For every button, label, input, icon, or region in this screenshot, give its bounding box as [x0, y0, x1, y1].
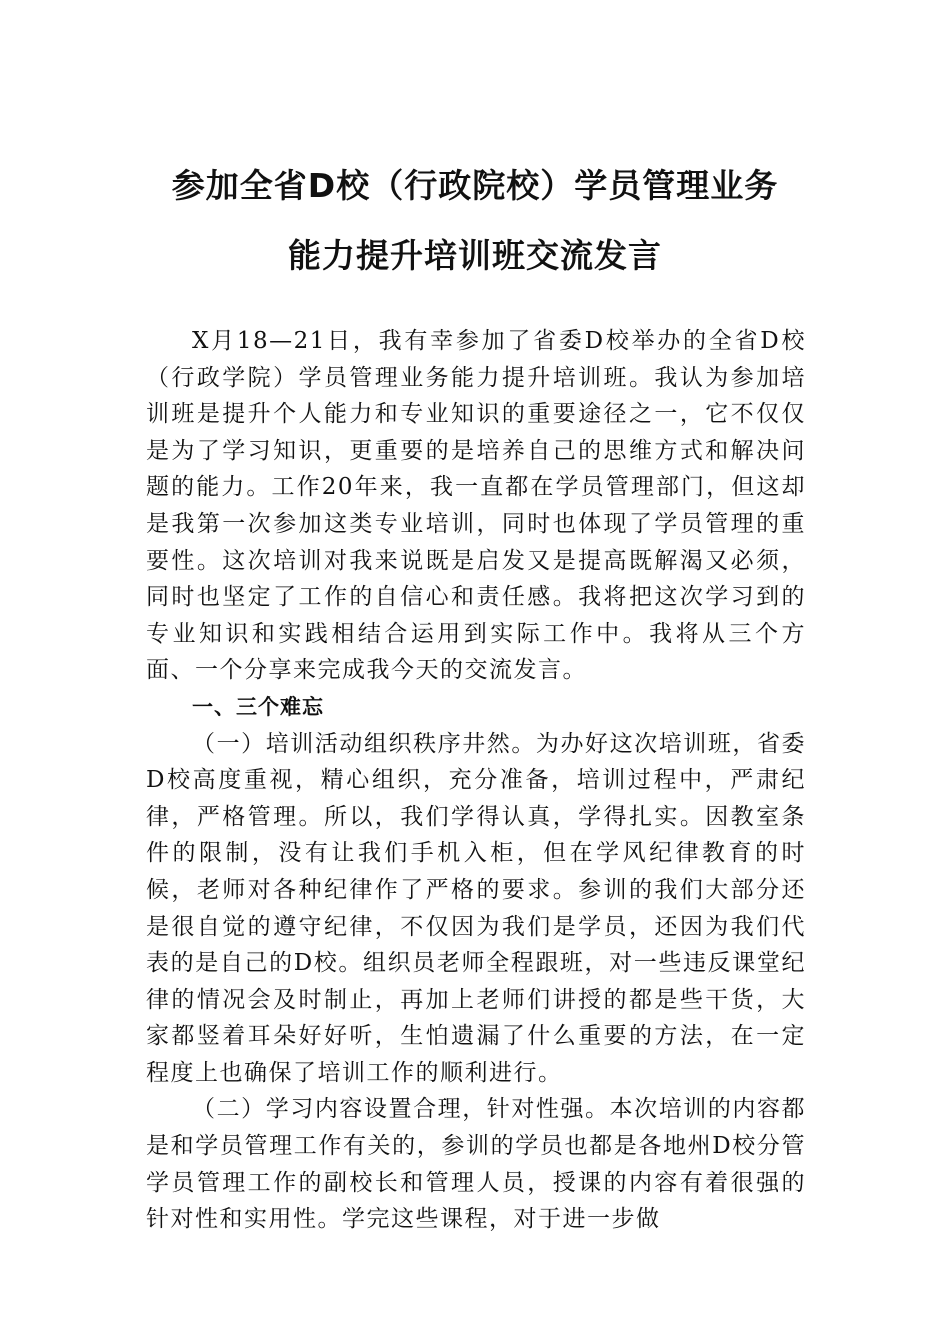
document-title-line-1: 参加全省D校（行政院校）学员管理业务 — [171, 166, 779, 205]
document-body — [146, 323, 806, 1238]
item-1-lead: （一）培训活动组织秩序井然。 — [192, 730, 536, 757]
item-2-lead: （二）学习内容设置合理，针对性强。 — [192, 1096, 610, 1123]
document-title-line-2: 能力提升培训班交流发言 — [288, 236, 662, 275]
item-1-paragraph — [146, 726, 806, 1092]
intro-paragraph: X月18—21日，我有幸参加了省委D校举办的全省D校（行政学院）学员管理业务能力提升培训班。我认为参加培训班是提升个人能力和专业知识的重要途径之一，它不仅仅是为了学习知识，更重要的是培养自己的思维方式和解决问题的能力。工作20年来，我一直都在学员管理部门，但这却是我第一次参加这类专业培训，同时也体现了学员管理的重要性。这次培训对我来说既是启发又是提高既解渴又必须，同时也坚定了工作的自信心和责任感。我将把这次学习到的专业知识和实践相结合运用到实际工作中。我将从三个方面、一个分享来完成我今天的交流发言。 — [146, 328, 806, 684]
item-1-body: 为办好这次培训班，省委D校高度重视，精心组织，充分准备，培训过程中，严肃纪律，严格管理。所以，我们学得认真，学得扎实。因教室条件的限制，没有让我们手机入柜，但在学风纪律教育的时候，老师对各种纪律作了严格的要求。参训的我们大部分还是很自觉的遵守纪律，不仅因为我们是学员，还因为我们代表的是自己的D校。组织员老师全程跟班，对一些违反课堂纪律的情况会及时制止，再加上老师们讲授的都是些干货，大家都竖着耳朵好好听，生怕遗漏了什么重要的方法，在一定程度上也确保了培训工作的顺利进行。 — [146, 730, 806, 1086]
item-2-paragraph — [146, 1091, 806, 1237]
section-heading-three-memorable: 一、三个难忘 — [192, 694, 324, 719]
item-2-body: 本次培训的内容都是和学员管理工作有关的，参训的学员也都是各地州D校分管学员管理工作的副校长和管理人员，授课的内容有着很强的针对性和实用性。学完这些课程，对于进一步做 — [146, 1096, 806, 1233]
